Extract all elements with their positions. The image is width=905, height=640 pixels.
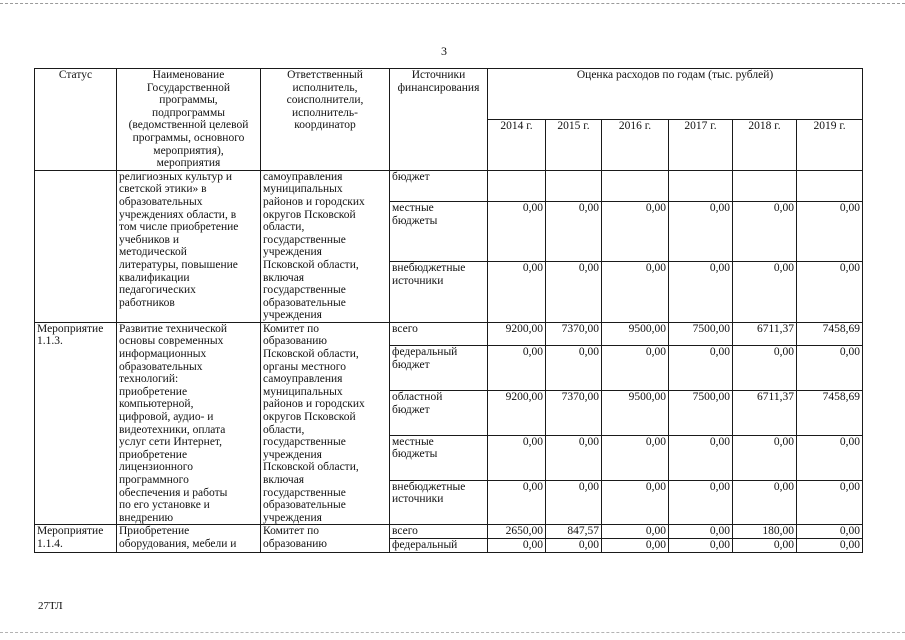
value-cell: 6711,37 (733, 390, 797, 435)
scan-edge-bottom (0, 632, 905, 633)
value-cell: 0,00 (733, 480, 797, 525)
executor-cell: самоуправления муниципальных районов и городских округов Псковской области, государственные учреждения Псковской области, включая государственные образовательные учреждения (261, 170, 390, 322)
source-cell: всего (390, 525, 488, 539)
value-cell: 0,00 (797, 435, 863, 480)
value-cell: 0,00 (602, 480, 669, 525)
status-cell: Мероприятие 1.1.3. (35, 322, 117, 525)
value-cell: 7458,69 (797, 390, 863, 435)
table-row (35, 525, 863, 539)
header-year: 2019 г. (797, 119, 863, 170)
source-cell: федеральный бюджет (390, 346, 488, 391)
page-footer-code: 27ТЛ (38, 600, 63, 612)
source-cell: всего (390, 322, 488, 345)
measure-name-cell: религиозных культур и светской этики» в образовательных учреждениях области, в том числе приобретение учебников и методической литературы, повышение квалификации педагогических работников (117, 170, 261, 322)
value-cell: 0,00 (546, 538, 602, 552)
value-cell: 7370,00 (546, 390, 602, 435)
value-cell: 0,00 (602, 538, 669, 552)
value-cell: 0,00 (797, 202, 863, 262)
value-cell (669, 170, 733, 201)
value-cell: 9500,00 (602, 390, 669, 435)
value-cell: 0,00 (488, 538, 546, 552)
value-cell: 0,00 (797, 262, 863, 322)
value-cell (602, 170, 669, 201)
value-cell: 9200,00 (488, 390, 546, 435)
value-cell (797, 170, 863, 201)
value-cell: 0,00 (797, 346, 863, 391)
value-cell: 9500,00 (602, 322, 669, 345)
value-cell: 7500,00 (669, 390, 733, 435)
value-cell: 0,00 (546, 346, 602, 391)
value-cell: 180,00 (733, 525, 797, 539)
value-cell: 0,00 (733, 538, 797, 552)
value-cell: 0,00 (602, 346, 669, 391)
value-cell: 0,00 (669, 538, 733, 552)
value-cell: 0,00 (733, 435, 797, 480)
value-cell: 0,00 (669, 346, 733, 391)
value-cell: 0,00 (602, 202, 669, 262)
value-cell: 847,57 (546, 525, 602, 539)
header-executor: Ответственный исполнитель, соисполнители, исполнитель- координатор (261, 69, 390, 171)
header-year: 2018 г. (733, 119, 797, 170)
source-cell: местные бюджеты (390, 435, 488, 480)
value-cell: 2650,00 (488, 525, 546, 539)
value-cell: 0,00 (546, 262, 602, 322)
value-cell: 0,00 (602, 262, 669, 322)
value-cell: 7500,00 (669, 322, 733, 345)
budget-table (34, 68, 863, 553)
header-year: 2017 г. (669, 119, 733, 170)
source-cell: внебюджетные источники (390, 262, 488, 322)
value-cell: 7370,00 (546, 322, 602, 345)
value-cell: 0,00 (488, 346, 546, 391)
value-cell: 0,00 (797, 525, 863, 539)
measure-name-cell: Развитие технической основы современных информационных образовательных технологий: приобретение компьютерной, цифровой, аудио- и видеотехники, оплата услуг сети Интернет, приобретение лицензионного программного обеспечения и работы по его установке и внедрению (117, 322, 261, 525)
value-cell: 0,00 (488, 262, 546, 322)
source-cell: бюджет (390, 170, 488, 201)
value-cell: 0,00 (546, 435, 602, 480)
source-cell: федеральный (390, 538, 488, 552)
source-cell: местные бюджеты (390, 202, 488, 262)
value-cell: 0,00 (602, 435, 669, 480)
value-cell (733, 170, 797, 201)
value-cell: 0,00 (797, 480, 863, 525)
value-cell: 0,00 (797, 538, 863, 552)
value-cell: 0,00 (669, 525, 733, 539)
value-cell: 0,00 (733, 202, 797, 262)
executor-cell: Комитет по образованию (261, 525, 390, 552)
header-estimate: Оценка расходов по годам (тыс. рублей) (488, 69, 863, 120)
value-cell: 0,00 (733, 346, 797, 391)
header-year: 2014 г. (488, 119, 546, 170)
value-cell: 0,00 (669, 480, 733, 525)
table-row (35, 170, 863, 201)
status-cell: Мероприятие 1.1.4. (35, 525, 117, 552)
value-cell: 0,00 (669, 435, 733, 480)
header-year: 2016 г. (602, 119, 669, 170)
header-year: 2015 г. (546, 119, 602, 170)
source-cell: внебюджетные источники (390, 480, 488, 525)
value-cell: 0,00 (669, 262, 733, 322)
source-cell: областной бюджет (390, 390, 488, 435)
value-cell: 7458,69 (797, 322, 863, 345)
value-cell (488, 170, 546, 201)
value-cell: 0,00 (546, 202, 602, 262)
measure-name-cell: Приобретение оборудования, мебели и (117, 525, 261, 552)
value-cell: 0,00 (488, 480, 546, 525)
executor-cell: Комитет по образованию Псковской области, органы местного самоуправления муниципальных районов и городских округов Псковской области, государственные учреждения Псковской области, включая государственные образовательные учреждения (261, 322, 390, 525)
header-status: Статус (35, 69, 117, 171)
value-cell: 9200,00 (488, 322, 546, 345)
value-cell: 0,00 (546, 480, 602, 525)
value-cell: 0,00 (488, 202, 546, 262)
scan-edge-top (0, 3, 905, 4)
page-number: 3 (441, 44, 447, 58)
value-cell: 0,00 (669, 202, 733, 262)
table-row (35, 322, 863, 345)
status-cell (35, 170, 117, 322)
value-cell: 0,00 (488, 435, 546, 480)
value-cell (546, 170, 602, 201)
header-name: Наименование Государственной программы, подпрограммы (ведомственной целевой программы, основного мероприятия), мероприятия (117, 69, 261, 171)
value-cell: 0,00 (733, 262, 797, 322)
value-cell: 0,00 (602, 525, 669, 539)
value-cell: 6711,37 (733, 322, 797, 345)
header-row-top (35, 69, 863, 120)
header-sources: Источники финансирования (390, 69, 488, 171)
